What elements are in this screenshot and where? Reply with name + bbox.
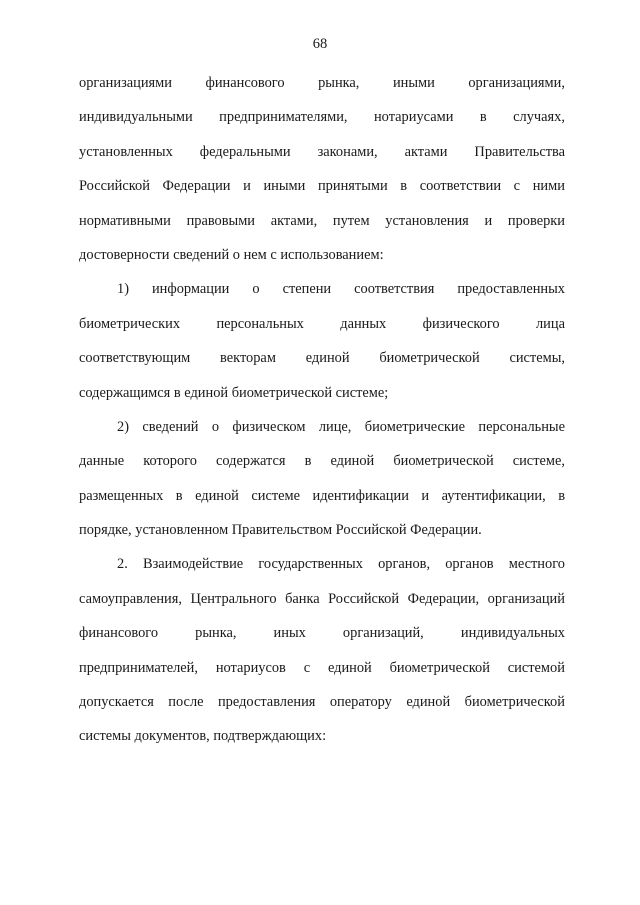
- word: государственных: [258, 556, 363, 573]
- word: органов: [445, 556, 494, 573]
- word: биометрической: [464, 694, 565, 711]
- word: биометрических: [79, 315, 181, 332]
- word: правовыми: [186, 212, 256, 229]
- word: которого: [143, 453, 197, 470]
- word: системой: [507, 659, 565, 676]
- text-line: [79, 624, 565, 658]
- text-line: [79, 74, 565, 108]
- text-line: [79, 418, 565, 452]
- word: идентификации: [312, 487, 409, 504]
- word: в: [558, 487, 565, 504]
- word: рынка,: [195, 625, 237, 642]
- word: иных: [273, 625, 306, 642]
- word: после: [168, 694, 204, 711]
- word: предпринимателями,: [219, 109, 348, 126]
- word: системе: [251, 487, 301, 504]
- word: самоуправления,: [79, 590, 182, 607]
- word: биометрической: [393, 453, 494, 470]
- word: векторам: [220, 350, 276, 367]
- text-line: [79, 555, 565, 589]
- text-line: системы документов, подтверждающих:: [79, 728, 327, 745]
- word: физическом: [232, 418, 306, 435]
- word: о: [211, 418, 220, 435]
- word: законами,: [317, 143, 378, 160]
- word: соответствия: [354, 281, 435, 298]
- word: в: [304, 453, 312, 470]
- word: организаций,: [342, 625, 424, 642]
- word: лице,: [318, 418, 352, 435]
- word: данные: [79, 453, 125, 470]
- word: биометрические: [364, 418, 466, 435]
- document-body: [79, 74, 565, 762]
- text-line: достоверности сведений о нем с использованием:: [79, 246, 384, 263]
- word: организациями: [79, 75, 172, 91]
- word: органов,: [378, 556, 431, 573]
- word: иными: [263, 178, 306, 195]
- text-line: порядке, установленном Правительством Российской Федерации.: [79, 522, 482, 539]
- word: единой: [195, 487, 239, 504]
- word: нотариусов: [215, 659, 286, 676]
- text-line: [79, 349, 565, 383]
- word: системе,: [512, 453, 565, 470]
- word: степени: [282, 281, 332, 298]
- word: оператору: [329, 694, 392, 711]
- text-line: [79, 659, 565, 693]
- text-line: [79, 452, 565, 486]
- text-line: [79, 693, 565, 727]
- text-line: [79, 212, 565, 246]
- word: рынка,: [318, 75, 360, 91]
- text-line: [79, 315, 565, 349]
- word: 2): [117, 418, 129, 435]
- text-line: [79, 108, 565, 142]
- word: финансового: [205, 75, 285, 91]
- page-number: 68: [312, 36, 328, 52]
- word: и: [421, 487, 430, 504]
- text-line: [79, 590, 565, 624]
- word: единой: [406, 694, 451, 711]
- word: системы,: [509, 350, 565, 367]
- text-line: содержащимся в единой биометрической системе;: [79, 384, 389, 401]
- word: данных: [340, 315, 387, 332]
- word: единой: [327, 659, 372, 676]
- word: ними: [532, 178, 565, 195]
- word: Правительства: [474, 143, 565, 160]
- word: допускается: [79, 694, 154, 711]
- word: лица: [536, 315, 565, 332]
- word: Центрального: [190, 590, 277, 607]
- word: иными: [392, 75, 435, 91]
- word: индивидуальных: [460, 625, 565, 642]
- word: сведений: [142, 418, 199, 435]
- word: с: [513, 178, 521, 195]
- word: путем: [332, 212, 370, 229]
- word: случаях,: [513, 109, 565, 126]
- word: содержатся: [216, 453, 286, 470]
- word: предоставления: [217, 694, 316, 711]
- word: Российской: [328, 590, 400, 607]
- word: организациями,: [468, 75, 565, 91]
- word: 2.: [117, 556, 128, 573]
- word: Российской: [79, 178, 150, 195]
- word: в: [479, 109, 487, 126]
- word: размещенных: [79, 487, 164, 504]
- word: единой: [305, 350, 350, 367]
- word: установленных: [79, 143, 173, 160]
- word: Взаимодействие: [142, 556, 244, 573]
- word: финансового: [79, 625, 159, 642]
- word: единой: [330, 453, 375, 470]
- word: Федерации: [162, 178, 231, 195]
- word: проверки: [507, 212, 565, 229]
- word: 1): [117, 281, 129, 298]
- word: организаций: [487, 590, 565, 607]
- word: персональных: [216, 315, 304, 332]
- word: о: [252, 281, 260, 298]
- word: и: [243, 178, 251, 195]
- word: местного: [508, 556, 565, 573]
- word: в: [400, 178, 408, 195]
- word: нотариусами: [373, 109, 454, 126]
- word: предпринимателей,: [79, 659, 198, 676]
- word: банка: [285, 590, 320, 607]
- word: соответствии: [419, 178, 502, 195]
- text-line: [79, 177, 565, 211]
- word: информации: [151, 281, 230, 298]
- word: аутентификации,: [441, 487, 546, 504]
- word: и: [484, 212, 493, 229]
- word: индивидуальными: [79, 109, 193, 126]
- word: нормативными: [79, 212, 171, 229]
- word: предоставленных: [457, 281, 565, 298]
- word: актами,: [270, 212, 318, 229]
- word: в: [175, 487, 183, 504]
- word: установления: [385, 212, 469, 229]
- word: с: [303, 659, 311, 676]
- word: федеральными: [199, 143, 291, 160]
- word: Федерации,: [407, 590, 480, 607]
- text-line: [79, 487, 565, 521]
- word: соответствующим: [79, 350, 191, 367]
- word: принятыми: [317, 178, 388, 195]
- word: физического: [422, 315, 500, 332]
- text-line: [79, 143, 565, 177]
- text-line: [79, 280, 565, 314]
- word: биометрической: [379, 350, 480, 367]
- word: персональные: [478, 418, 565, 435]
- word: актами: [404, 143, 448, 160]
- word: биометрической: [389, 659, 490, 676]
